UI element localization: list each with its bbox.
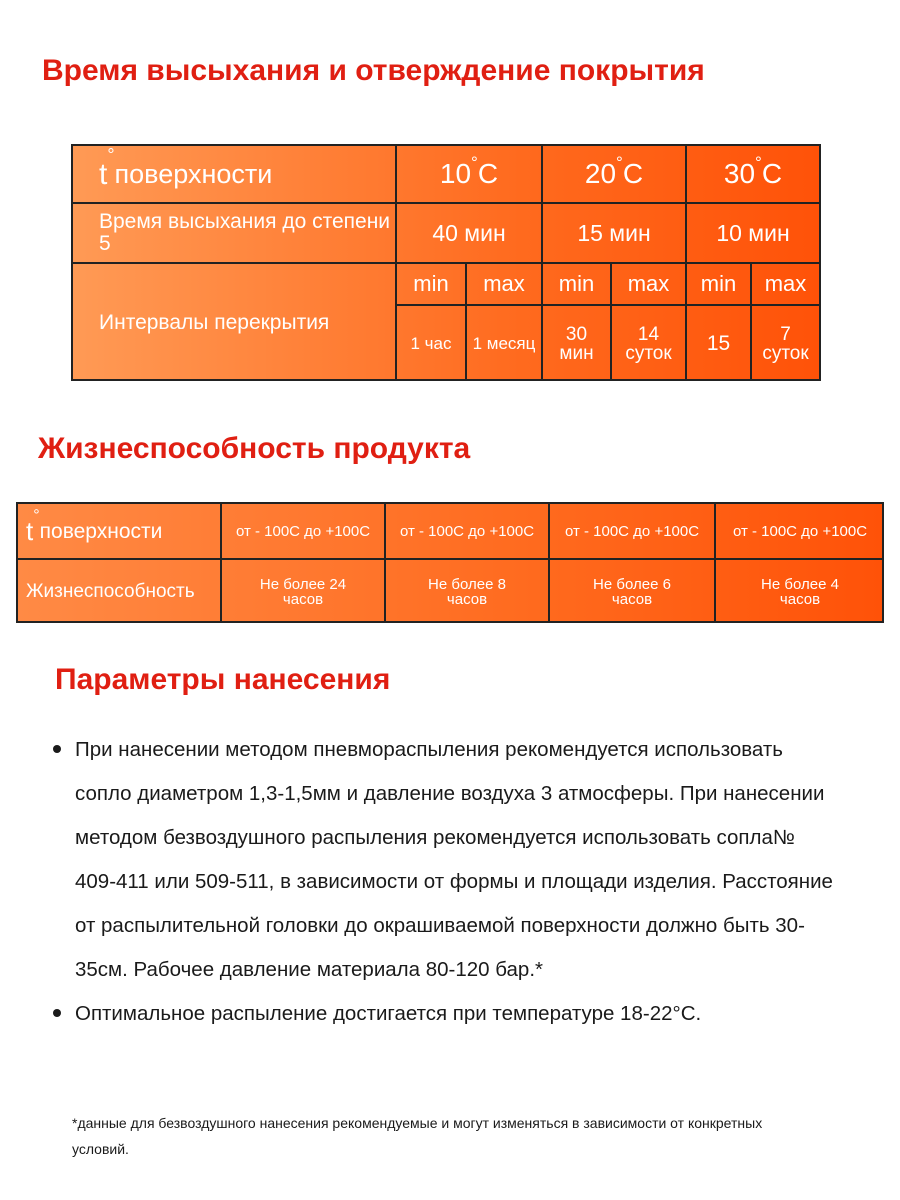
- surface-label: поверхности: [39, 519, 163, 543]
- dry-time-30: 10 мин: [687, 204, 821, 264]
- t-symbol: t°: [26, 507, 40, 546]
- max-header-20: max: [612, 264, 687, 306]
- pot-life-value-1: Не более 24 часов: [222, 560, 386, 623]
- max-header-30: max: [752, 264, 821, 306]
- dry-time-label: Время высыхания до степени 5: [73, 204, 397, 264]
- application-bullets: [75, 728, 835, 1036]
- temp-range-4: от - 100С до +100С: [716, 504, 884, 560]
- temp-range-1: от - 100С до +100С: [222, 504, 386, 560]
- interval-label: Интервалы перекрытия: [73, 264, 397, 381]
- dry-time-20: 15 мин: [543, 204, 687, 264]
- t-symbol: t°: [99, 145, 115, 191]
- interval-max-30: 7 суток: [752, 306, 821, 381]
- pot-life-value-4: Не более 4 часов: [761, 575, 839, 608]
- interval-max-10: 1 месяц: [467, 306, 543, 381]
- pot-life-value-2: Не более 8 часов: [386, 560, 550, 623]
- interval-min-20: 30 мин: [543, 306, 612, 381]
- interval-max-20: 14 суток: [612, 306, 687, 381]
- min-header-10: min: [397, 264, 467, 306]
- bullet-item: Оптимальное распыление достигается при температуре 18-22°C.: [75, 992, 835, 1036]
- table2-right-border: [882, 502, 884, 623]
- table2-bottom-border: [16, 621, 884, 623]
- pot-life-section-title: Жизнеспособность продукта: [38, 432, 471, 465]
- surface-temp-header-2: [18, 504, 222, 560]
- temp-20-header: 20 ° C: [543, 146, 687, 204]
- temp-range-3: от - 100С до +100С: [550, 504, 716, 560]
- temp-10-header: 10 ° C: [397, 146, 543, 204]
- temp-30-header: 30 ° C: [687, 146, 821, 204]
- pot-life-label: Жизнеспособность: [18, 560, 222, 623]
- min-header-20: min: [543, 264, 612, 306]
- table1-bottom-border: [71, 379, 821, 381]
- footnote: *данные для безвоздушного нанесения рекомендуемые и могут изменяться в зависимости от конкретных условий.: [72, 1115, 763, 1157]
- surface-temp-header: [73, 146, 397, 204]
- interval-min-30: 15: [687, 306, 752, 381]
- bullet-item: При нанесении методом пневмораспыления рекомендуется использовать сопло диаметром 1,3-1,5мм и давление воздуха 3 атмосферы. При нанесении методом безвоздушного распыления рекомендуется использовать сопла№ 409-411 или 509-511, в зависимости от формы и площади изделия. Расстояние от распылительной головки до окрашиваемой поверхности должно быть 30-35см. Рабочее давление материала 80-120 бар.*: [75, 728, 835, 992]
- drying-section-title: Время высыхания и отверждение покрытия: [42, 54, 705, 87]
- pot-life-value-3: Не более 6 часов: [550, 560, 716, 623]
- surface-label: поверхности: [114, 158, 273, 189]
- min-header-30: min: [687, 264, 752, 306]
- max-header-10: max: [467, 264, 543, 306]
- drying-table: [71, 144, 821, 381]
- pot-life-table: [16, 502, 884, 623]
- application-section-title: Параметры нанесения: [55, 663, 391, 696]
- interval-min-10: 1 час: [397, 306, 467, 381]
- dry-time-10: 40 мин: [397, 204, 543, 264]
- temp-range-2: от - 100С до +100С: [386, 504, 550, 560]
